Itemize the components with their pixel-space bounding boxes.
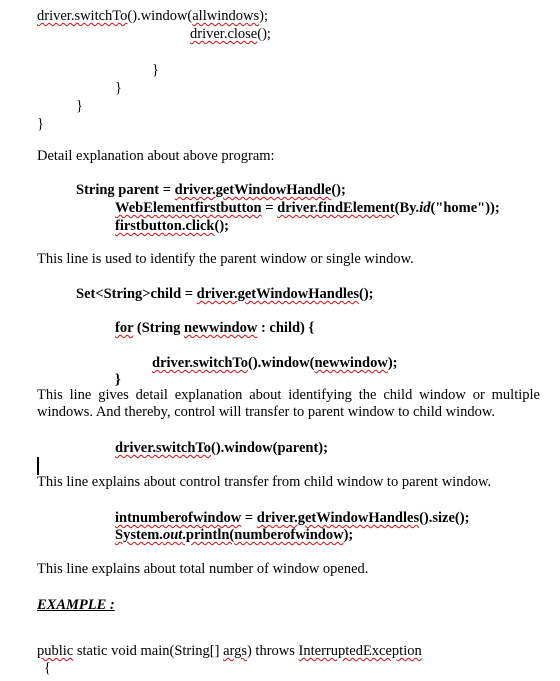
code-token: Set<String>child = [76,286,197,302]
code-token: allwindows [192,8,260,24]
example-heading: EXAMPLE : [37,597,115,613]
closing-brace: } [37,116,44,132]
code-line-switch-newwindow [152,355,397,372]
code-line-get-window-handles [76,286,374,303]
code-token: String parent = [76,182,175,198]
code-line-get-window-handle [76,182,346,199]
code-token: (); [257,26,271,42]
closing-brace: } [115,372,121,388]
closing-brace: } [115,80,122,96]
code-token: ("home")); [430,200,500,216]
code-token: driver.switchTo [152,355,249,371]
code-token: numberofwindow [234,527,344,543]
code-line-for-loop [115,320,314,337]
code-token: driver.close [190,26,258,42]
code-token: ().window( [127,8,193,24]
code-token: out [162,527,183,543]
switch-description: This line explains about control transfer from child window to parent window. [37,474,492,490]
code-token: ().window(parent); [211,440,328,456]
code-line-find-element [115,200,500,217]
code-line-click [115,218,229,235]
code-token: id [419,200,431,216]
code-token: WebElementfirstbutton [115,200,262,216]
code-token: .println( [182,527,235,543]
code-token: driver.findElement [277,200,395,216]
code-line-switch-parent [115,440,328,457]
code-line-println [115,527,353,544]
child-description: This line gives detail explanation about identifying the child window or multiple windows. And thereby, control will transfer to parent window to child window. [37,387,540,420]
code-line-window-count [115,510,469,527]
code-token: (String [133,320,185,336]
code-token: InterruptedException [298,643,422,659]
code-token: ); [387,355,398,371]
code-token: driver.getWindowHandles [256,510,420,526]
code-token: (By. [394,200,420,216]
code-token: (); [214,218,229,234]
code-token: : child) { [257,320,315,336]
code-token: ); [343,527,354,543]
code-token: for [115,320,134,336]
text-cursor [37,457,39,475]
code-line-driver-close [190,26,271,43]
code-token: driver.getWindowHandle [174,182,332,198]
code-token: (); [359,286,374,302]
closing-brace: } [76,98,83,114]
code-token: newwindow [314,355,388,371]
code-token: newwindow [184,320,258,336]
count-description: This line explains about total number of window opened. [37,561,369,577]
code-token: public [37,643,74,659]
code-line-main-signature [37,643,422,660]
code-line-switchto-allwindows [37,8,268,25]
code-token: ) throws [246,643,299,659]
code-token: = [241,510,257,526]
code-token: driver.switchTo [115,440,212,456]
opening-brace: { [44,660,51,676]
code-token: (); [331,182,346,198]
code-token: ); [259,8,268,24]
code-token: driver.switchTo [37,8,128,24]
code-token: ().size(); [419,510,470,526]
closing-brace: } [152,62,159,78]
code-token: ().window( [248,355,315,371]
code-token: intnumberofwindow [115,510,242,526]
detail-heading: Detail explanation about above program: [37,148,275,164]
code-token: = [261,200,278,216]
code-token: args [223,643,247,659]
parent-description: This line is used to identify the parent window or single window. [37,251,414,267]
code-token: driver.getWindowHandles [196,286,360,302]
code-token: System. [115,527,163,543]
code-token: firstbutton.click [115,218,215,234]
code-token: static void main(String[] [73,643,224,659]
